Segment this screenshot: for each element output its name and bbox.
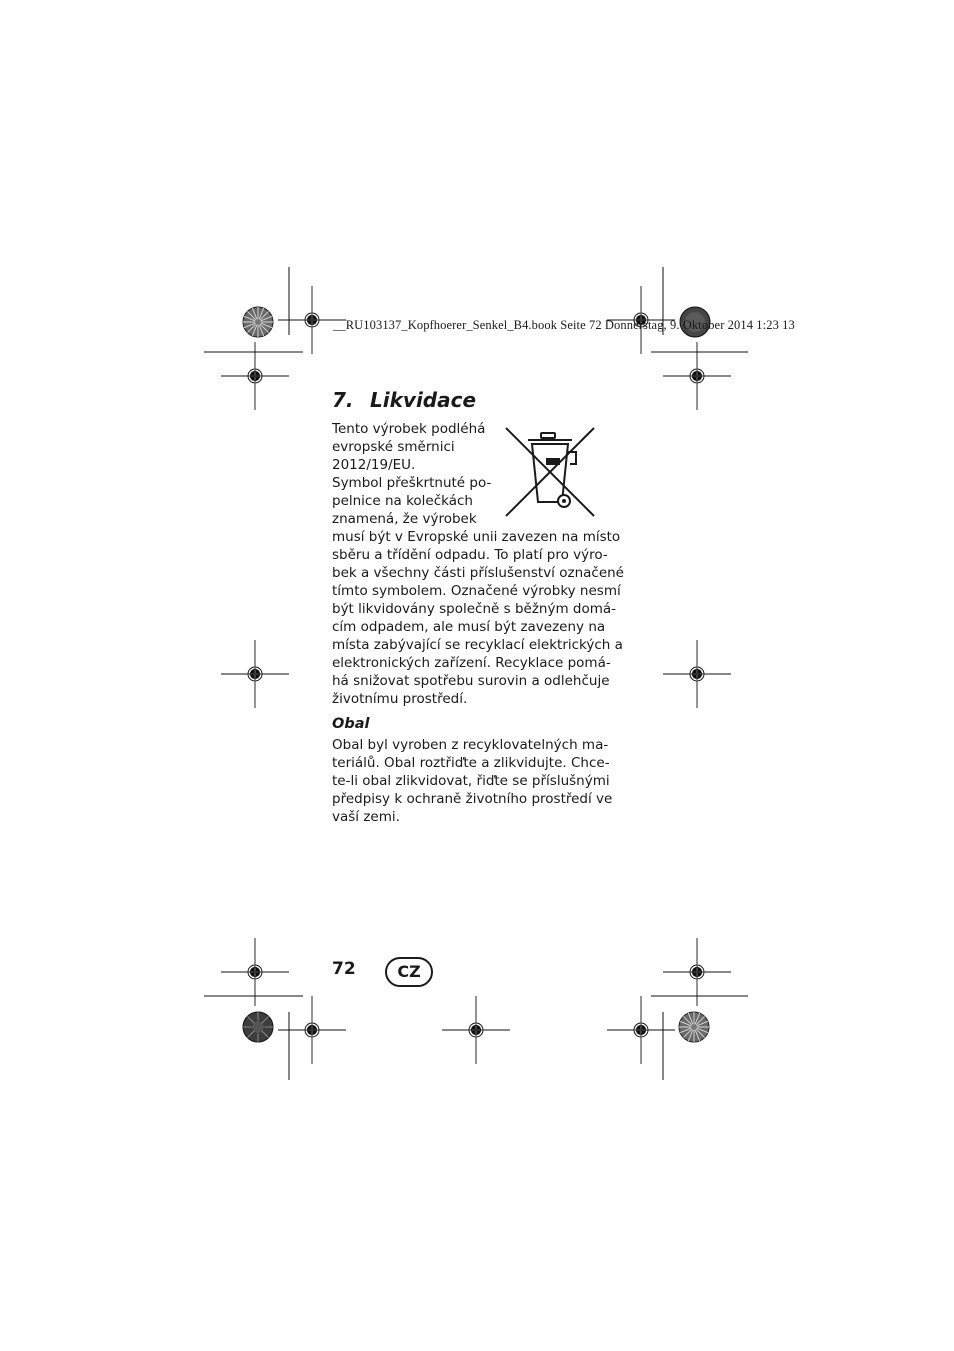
text-line: místa zabývající se recyklací elektrických a xyxy=(332,637,623,653)
text-line: te-li obal zlikvidovat, řiďte se příslušnými xyxy=(332,773,610,789)
text-line: pelnice na kolečkách xyxy=(332,493,473,509)
disposal-paragraph xyxy=(332,420,624,708)
text-line: bek a všechny části příslušenství označené xyxy=(332,565,624,581)
section-number: 7. xyxy=(332,388,354,412)
text-line: znamená, že výrobek xyxy=(332,511,477,527)
country-badge: CZ xyxy=(385,957,433,987)
text-line: tímto symbolem. Označené výrobky nesmí xyxy=(332,583,621,599)
text-line: předpisy k ochraně životního prostředí ve xyxy=(332,791,613,807)
packaging-heading: Obal xyxy=(332,716,370,732)
text-line: Symbol přeškrtnuté po- xyxy=(332,475,492,491)
packaging-paragraph xyxy=(332,736,613,826)
section-title xyxy=(332,388,476,412)
text-line: vaší zemi. xyxy=(332,809,400,825)
text-line: cím odpadem, ale musí být zavezeny na xyxy=(332,619,606,635)
text-line: evropské směrnici xyxy=(332,439,455,455)
text-line: být likvidovány společně s běžným domá- xyxy=(332,601,617,617)
text-line: musí být v Evropské unii zavezen na místo xyxy=(332,529,621,545)
text-line: 2012/19/EU. xyxy=(332,457,416,473)
print-slug: __RU103137_Kopfhoerer_Senkel_B4.book Seite 72 Donnerstag, 9. Oktober 2014 1:23 13 xyxy=(333,318,795,332)
section-title-text: Likvidace xyxy=(370,388,477,412)
text-line: sběru a třídění odpadu. To platí pro výro- xyxy=(332,547,608,563)
text-line: há snižovat spotřebu surovin a odlehčuje xyxy=(332,673,610,689)
text-line: teriálů. Obal roztřiďte a zlikvidujte. Chce- xyxy=(332,755,610,771)
text-line: Tento výrobek podléhá xyxy=(332,421,486,437)
page-number: 72 xyxy=(332,959,356,979)
text-line: životnímu prostředí. xyxy=(332,691,468,707)
text-line: Obal byl vyroben z recyklovatelných ma- xyxy=(332,737,609,753)
text-line: elektronických zařízení. Recyklace pomá- xyxy=(332,655,611,671)
